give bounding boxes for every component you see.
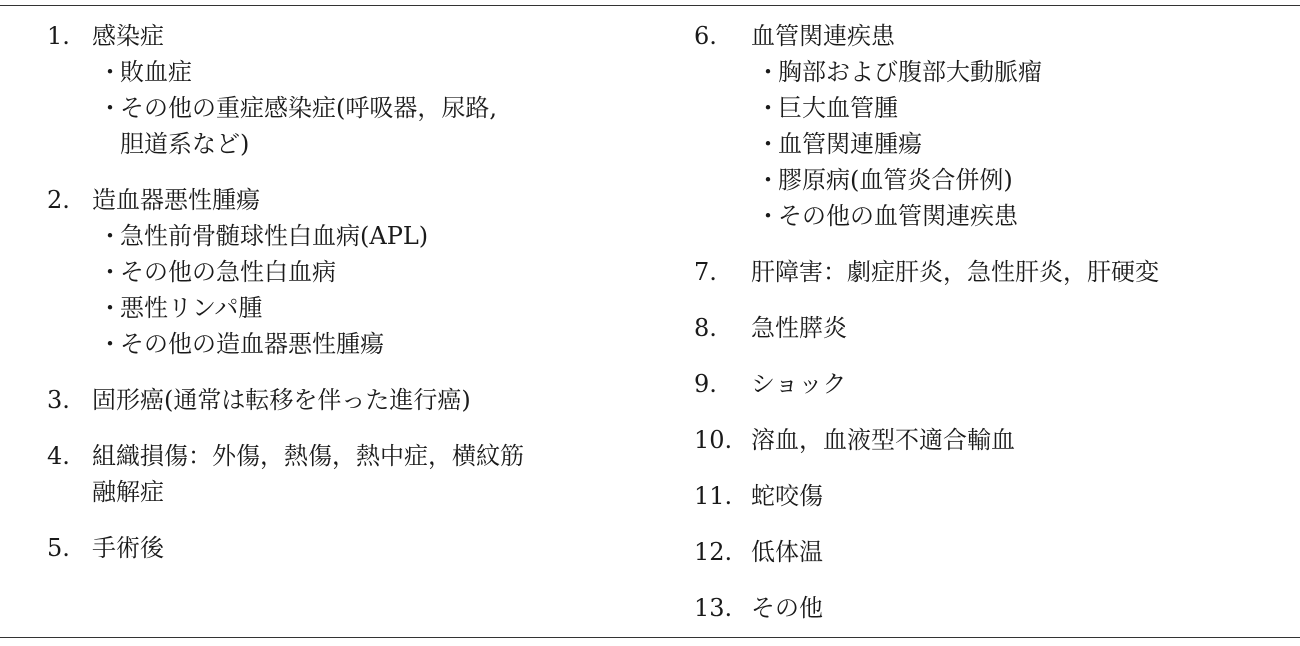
sub-item: ・血管関連腫瘍 [694,126,1294,162]
table-top-rule [0,5,1300,6]
item-title: 急性膵炎 [751,314,847,342]
item-title: 造血器悪性腫瘍 [92,186,260,214]
list-item-2 [47,182,647,362]
item-title: 固形癌(通常は転移を伴った進行癌) [92,386,471,414]
list-item-1 [47,18,647,162]
list-item-4 [47,438,647,510]
item-title-continuation: 融解症 [92,478,164,506]
sub-item: ・その他の急性白血病 [47,254,647,290]
left-column [47,18,647,566]
item-title: 蛇咬傷 [751,482,823,510]
bullet-glyph: ・ [98,330,122,358]
item-number: 6. [694,22,717,50]
item-number: 3. [47,386,70,414]
sub-item: ・その他の血管関連疾患 [694,198,1294,234]
item-number: 7. [694,258,717,286]
bullet-glyph: ・ [756,94,780,122]
sub-item: ・その他の重症感染症(呼吸器，尿路, [47,90,647,126]
item-title: 感染症 [92,22,164,50]
item-number: 12. [694,538,733,566]
list-item-6 [694,18,1294,234]
bullet-glyph: ・ [756,130,780,158]
list-item-11 [694,478,1294,514]
bullet-glyph: ・ [98,94,122,122]
item-title: 手術後 [92,534,164,562]
sub-item: ・急性前骨髄球性白血病(APL) [47,218,647,254]
bullet-glyph: ・ [756,58,780,86]
item-title: 組織損傷：外傷，熱傷，熱中症，横紋筋 [92,442,524,470]
sub-item: ・悪性リンパ腫 [47,290,647,326]
item-title: 血管関連疾患 [751,22,895,50]
sub-item-continuation: 胆道系など) [120,130,250,158]
list-item-9 [694,366,1294,402]
sub-item: ・胸部および腹部大動脈瘤 [694,54,1294,90]
bullet-glyph: ・ [98,58,122,86]
list-item-10 [694,422,1294,458]
list-item-7 [694,254,1294,290]
bullet-glyph: ・ [98,294,122,322]
item-number: 5. [47,534,70,562]
list-item-12 [694,534,1294,570]
bullet-glyph: ・ [98,258,122,286]
item-number: 8. [694,314,717,342]
item-title: 溶血，血液型不適合輸血 [751,426,1015,454]
sub-item: ・膠原病(血管炎合併例) [694,162,1294,198]
sub-item: ・敗血症 [47,54,647,90]
bullet-glyph: ・ [756,202,780,230]
sub-item: ・その他の造血器悪性腫瘍 [47,326,647,362]
list-item-13 [694,590,1294,626]
item-number: 4. [47,442,70,470]
list-item-8 [694,310,1294,346]
bullet-glyph: ・ [756,166,780,194]
item-title: 肝障害：劇症肝炎，急性肝炎，肝硬変 [751,258,1159,286]
list-item-3 [47,382,647,418]
item-number: 13. [694,594,733,622]
item-title: ショック [751,370,847,398]
right-column [694,18,1294,626]
table-bottom-rule [0,637,1300,638]
bullet-glyph: ・ [98,222,122,250]
item-number: 2. [47,186,70,214]
item-title: その他 [751,594,823,622]
item-title: 低体温 [751,538,823,566]
sub-item: ・巨大血管腫 [694,90,1294,126]
item-number: 9. [694,370,717,398]
item-number: 1. [47,22,70,50]
list-item-5 [47,530,647,566]
item-number: 11. [694,482,733,510]
item-number: 10. [694,426,733,454]
